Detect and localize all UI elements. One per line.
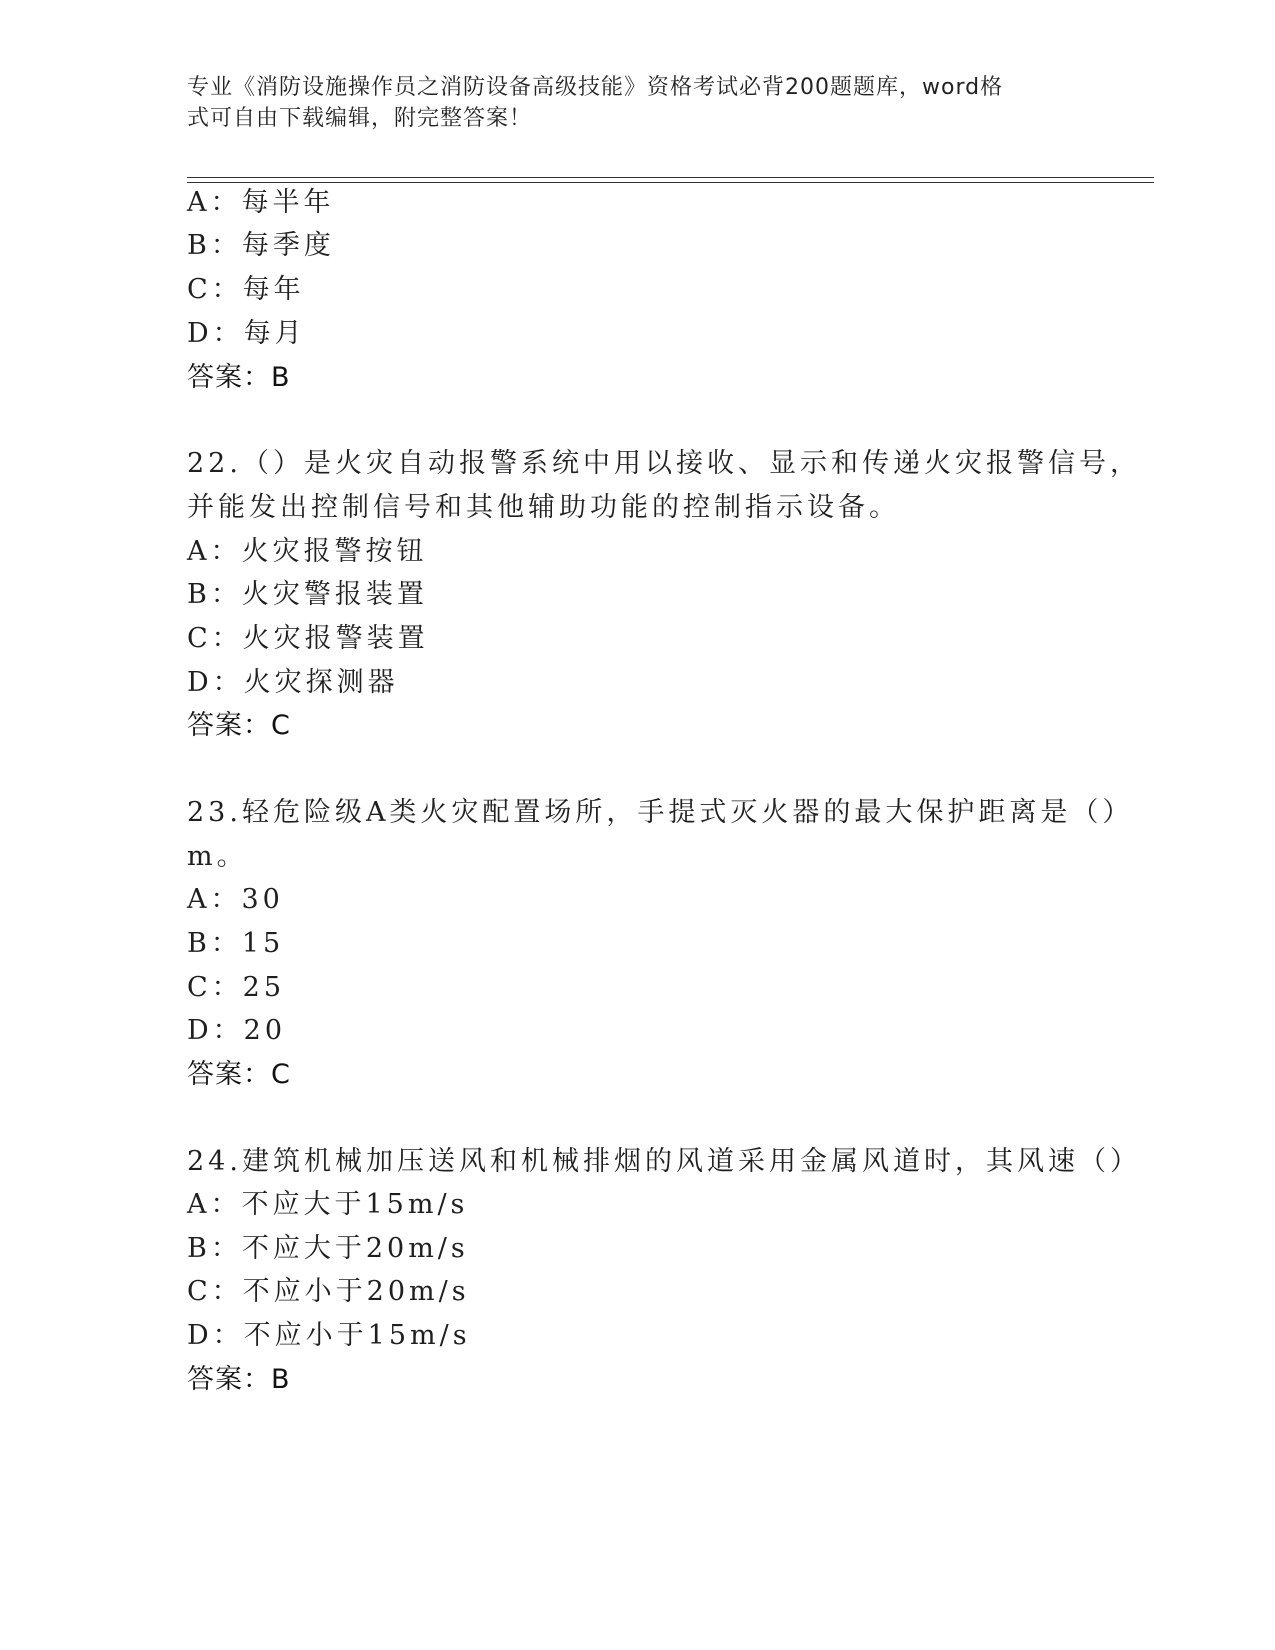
q24-option-b: B：不应大于20m/s <box>187 1233 469 1264</box>
q21-option-c: C：每年 <box>187 274 305 305</box>
q21-option-d: D：每月 <box>187 318 306 349</box>
q24-option-a: A：不应大于15m/s <box>187 1189 469 1220</box>
q22-option-d: D：火灾探测器 <box>187 667 399 698</box>
q23-option-d: D：20 <box>187 1015 287 1046</box>
header-rule-bottom <box>187 182 1154 183</box>
q22-answer: 答案：C <box>187 710 291 741</box>
q22-option-c: C：火灾报警装置 <box>187 623 429 654</box>
q24-option-c: C：不应小于20m/s <box>187 1276 470 1307</box>
q24-answer: 答案：B <box>187 1364 291 1395</box>
document-header <box>187 72 1067 134</box>
q22-option-a: A：火灾报警按钮 <box>187 536 428 567</box>
q23-stem-line-1: 23.轻危险级A类火灾配置场所，手提式灭火器的最大保护距离是（） <box>187 797 1134 828</box>
q22-stem-line-2: 并能发出控制信号和其他辅助功能的控制指示设备。 <box>187 492 900 523</box>
q21-option-b: B：每季度 <box>187 230 335 261</box>
q22-option-b: B：火灾警报装置 <box>187 579 428 610</box>
q23-stem-line-2: m。 <box>187 841 248 872</box>
header-rule-top <box>187 177 1154 178</box>
q23-option-b: B：15 <box>187 928 285 959</box>
q22-stem-line-1: 22.（）是火灾自动报警系统中用以接收、显示和传递火灾报警信号， <box>187 448 1141 479</box>
q23-answer: 答案：C <box>187 1059 291 1090</box>
q21-answer: 答案：B <box>187 362 291 393</box>
q24-option-d: D：不应小于15m/s <box>187 1320 471 1351</box>
q24-stem-line-1: 24.建筑机械加压送风和机械排烟的风道采用金属风道时，其风速（） <box>187 1146 1141 1177</box>
q23-option-c: C：25 <box>187 972 286 1003</box>
q21-option-a: A：每半年 <box>187 187 335 218</box>
header-line-1: 专业《消防设施操作员之消防设备高级技能》资格考试必背200题题库，word格 <box>187 75 1004 100</box>
q23-option-a: A：30 <box>187 884 284 915</box>
header-line-2: 式可自由下载编辑，附完整答案！ <box>187 106 533 131</box>
